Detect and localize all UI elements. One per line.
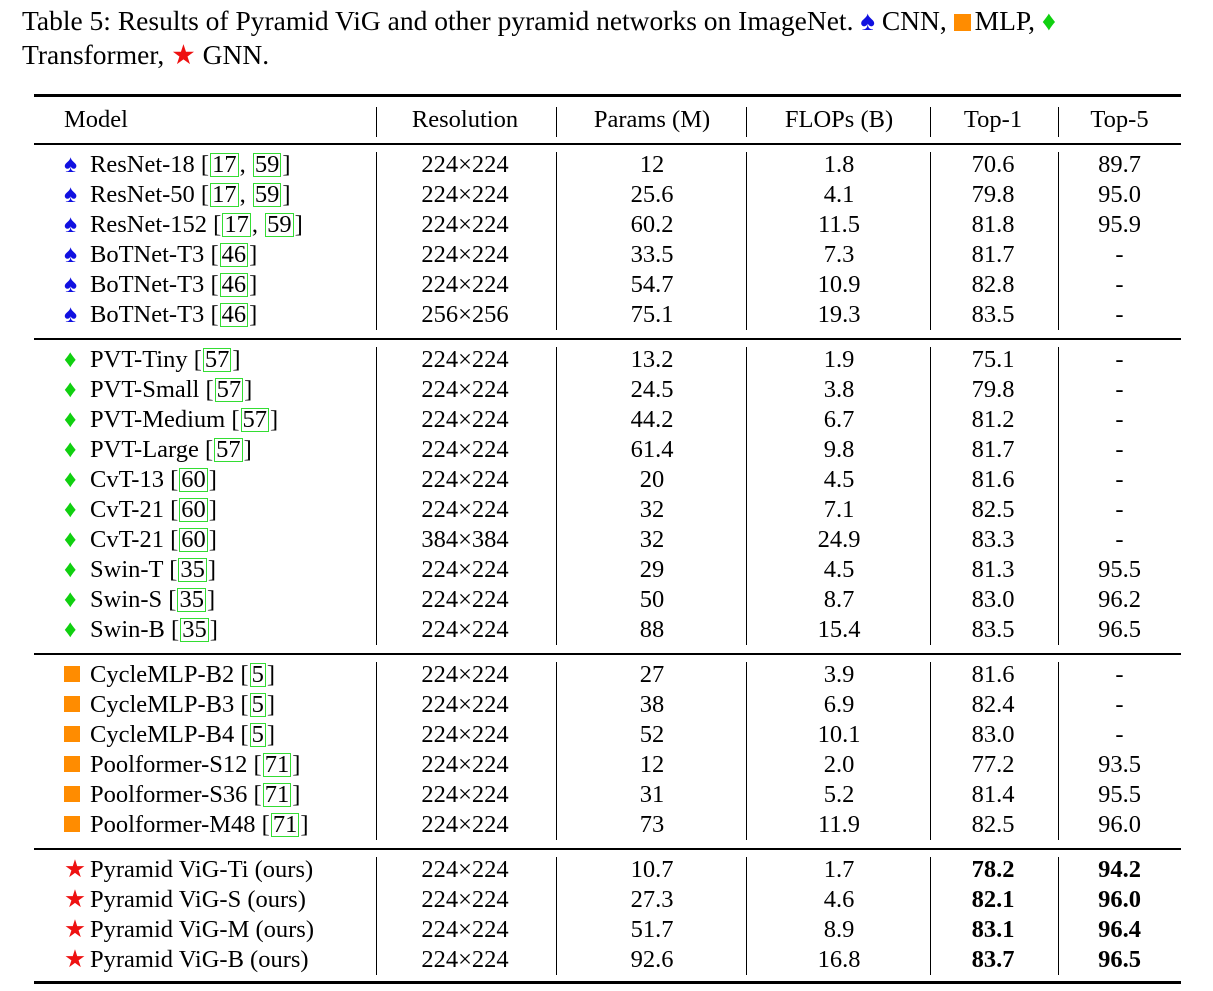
- cell-params: 52: [639, 721, 665, 748]
- table-bottom-rule: [34, 981, 1181, 984]
- model-name: Swin-T: [90, 556, 164, 583]
- citation-link[interactable]: 46: [221, 241, 247, 268]
- citation-link[interactable]: 46: [221, 271, 247, 298]
- cell-params: 29: [639, 556, 665, 583]
- cell-params: 27: [639, 661, 665, 688]
- table-row: [34, 465, 1181, 495]
- cell-model: ♦ CvT-21 [ 60 ]: [64, 496, 217, 523]
- diamond-icon: ♦: [64, 466, 77, 493]
- cell-top5: -: [1115, 241, 1124, 268]
- citation-link[interactable]: 5: [251, 721, 264, 748]
- table-row: [34, 810, 1181, 840]
- spade-icon: ♠: [64, 181, 78, 208]
- table-group-rule: [34, 143, 1181, 145]
- cell-params: 24.5: [630, 376, 674, 403]
- diamond-icon: ♦: [64, 406, 77, 433]
- cell-params: 50: [639, 586, 665, 613]
- caption-gnn-label: GNN.: [202, 39, 270, 70]
- model-name: Poolformer-S36: [90, 781, 248, 808]
- cell-params: 51.7: [630, 916, 674, 943]
- cell-top1: 81.7: [971, 436, 1015, 463]
- cell-flops: 1.8: [823, 151, 855, 178]
- citation-link[interactable]: 35: [179, 586, 204, 613]
- table-row: [34, 915, 1181, 945]
- diamond-icon: ♦: [64, 346, 77, 373]
- cell-resolution: 224×224: [421, 241, 509, 268]
- table-row: [34, 855, 1181, 885]
- table-row: [34, 750, 1181, 780]
- model-name: CycleMLP-B4: [90, 721, 235, 748]
- cell-flops: 3.9: [823, 661, 855, 688]
- cell-top1: 82.5: [971, 496, 1015, 523]
- citation-link[interactable]: 5: [251, 691, 264, 718]
- header-top5: Top-5: [1090, 106, 1149, 133]
- table-top-rule: [34, 94, 1181, 97]
- cell-top1: 83.5: [971, 616, 1015, 643]
- cell-params: 12: [639, 751, 665, 778]
- citation-link[interactable]: 17: [212, 151, 237, 178]
- cell-top1: 78.2: [971, 856, 1015, 883]
- cell-params: 32: [639, 526, 665, 553]
- caption-text: Table 5: Results of Pyramid ViG and other pyramid networks on ImageNet.: [22, 5, 854, 36]
- citation-link[interactable]: 57: [204, 346, 230, 373]
- header-separator: [746, 107, 747, 137]
- model-name: CycleMLP-B3: [90, 691, 235, 718]
- cell-resolution: 224×224: [421, 556, 509, 583]
- cell-flops: 4.6: [823, 886, 855, 913]
- header-params: Params (M): [593, 106, 711, 133]
- table-group-rule: [34, 653, 1181, 655]
- model-name: BoTNet-T3: [90, 301, 205, 328]
- cell-top5: 95.9: [1098, 211, 1141, 238]
- cell-top5: -: [1115, 721, 1124, 748]
- citation-link[interactable]: 35: [180, 556, 205, 583]
- cell-flops: 11.5: [818, 211, 860, 238]
- cell-top5: -: [1115, 301, 1124, 328]
- cell-model: ♦ Swin-B [ 35 ]: [64, 616, 218, 643]
- star-icon: ★: [64, 886, 86, 913]
- cell-model: ♦ PVT-Large [ 57 ]: [64, 436, 252, 463]
- cell-flops: 16.8: [817, 946, 861, 973]
- cell-top1: 81.6: [971, 466, 1015, 493]
- cell-resolution: 224×224: [421, 211, 509, 238]
- cell-resolution: 224×224: [421, 751, 509, 778]
- cell-params: 61.4: [630, 436, 674, 463]
- cell-flops: 7.3: [823, 241, 855, 268]
- table-header-row: [34, 105, 1181, 135]
- model-name: CvT-21: [90, 526, 164, 553]
- cell-params: 32: [639, 496, 665, 523]
- cell-flops: 4.5: [823, 466, 855, 493]
- cell-top5: 96.4: [1098, 916, 1141, 943]
- cell-model: ♦ PVT-Tiny [ 57 ]: [64, 346, 241, 373]
- citation-link[interactable]: 71: [264, 751, 290, 778]
- square-icon: [64, 720, 90, 750]
- cell-resolution: 224×224: [421, 781, 509, 808]
- table-row: [34, 945, 1181, 975]
- diamond-icon: ♦: [64, 616, 77, 643]
- cell-resolution: 224×224: [421, 916, 509, 943]
- cell-top5: -: [1115, 271, 1124, 298]
- cell-flops: 10.9: [817, 271, 861, 298]
- cell-top5: 93.5: [1098, 751, 1141, 778]
- cell-params: 75.1: [630, 301, 674, 328]
- cell-resolution: 224×224: [421, 151, 509, 178]
- diamond-icon: ♦: [64, 376, 77, 403]
- model-name: ResNet-152: [90, 211, 208, 238]
- cell-resolution: 224×224: [421, 856, 509, 883]
- cell-resolution: 224×224: [421, 721, 509, 748]
- table-group-rule: [34, 848, 1181, 850]
- cell-model: ♠ ResNet-18 [ 17 , 59 ]: [64, 151, 291, 178]
- cell-flops: 8.9: [823, 916, 855, 943]
- table-row: [34, 150, 1181, 180]
- citation-link[interactable]: 60: [181, 496, 206, 523]
- caption-line-2: [22, 38, 1207, 72]
- cell-params: 25.6: [630, 181, 674, 208]
- cell-flops: 24.9: [817, 526, 861, 553]
- model-name: Poolformer-S12: [90, 751, 248, 778]
- cell-top1: 81.2: [971, 406, 1015, 433]
- table-row: [34, 345, 1181, 375]
- cell-model: ♦ Swin-T [ 35 ]: [64, 556, 217, 583]
- header-top1: Top-1: [963, 106, 1023, 133]
- table-row: [34, 780, 1181, 810]
- table-group-rule: [34, 338, 1181, 340]
- cell-model: [64, 945, 309, 975]
- cell-params: 31: [639, 781, 665, 808]
- cell-params: 44.2: [630, 406, 674, 433]
- cell-model: CycleMLP-B2 [ 5 ]: [64, 660, 275, 690]
- model-name: ResNet-50: [90, 181, 195, 208]
- cell-top5: 96.0: [1098, 811, 1141, 838]
- model-name: CycleMLP-B2: [90, 661, 235, 688]
- caption-transformer-label: Transformer,: [22, 39, 165, 70]
- cell-model: ♠ BoTNet-T3 [ 46 ]: [64, 301, 258, 328]
- table-row: [34, 660, 1181, 690]
- cell-resolution: 256×256: [421, 301, 509, 328]
- table-row: [34, 300, 1181, 330]
- cell-model: Poolformer-M48 [ 71 ]: [64, 810, 309, 840]
- cell-flops: 6.9: [823, 691, 855, 718]
- cell-resolution: 224×224: [421, 346, 509, 373]
- cell-top5: 96.0: [1098, 886, 1141, 913]
- cell-resolution: 224×224: [421, 691, 509, 718]
- diamond-icon: ♦: [64, 496, 77, 523]
- cell-top1: 75.1: [971, 346, 1015, 373]
- cell-params: 12: [639, 151, 665, 178]
- cell-top5: -: [1115, 691, 1124, 718]
- model-name: Pyramid ViG-S (ours): [90, 886, 306, 913]
- cell-top1: 79.8: [971, 181, 1015, 208]
- square-icon: [64, 780, 90, 810]
- diamond-icon: ♦: [64, 526, 77, 553]
- diamond-icon: ♦: [64, 436, 77, 463]
- cell-resolution: 224×224: [421, 376, 509, 403]
- model-name: Swin-B: [90, 616, 165, 643]
- model-name: PVT-Small: [90, 376, 200, 403]
- cell-params: 27.3: [630, 886, 674, 913]
- cell-model: ♦ PVT-Medium [ 57 ]: [64, 406, 279, 433]
- cell-top1: 81.6: [971, 661, 1015, 688]
- cell-model: [64, 915, 314, 945]
- cell-top1: 82.4: [971, 691, 1015, 718]
- model-name: PVT-Large: [90, 436, 199, 463]
- cell-flops: 6.7: [823, 406, 855, 433]
- table-row: [34, 885, 1181, 915]
- cell-resolution: 384×384: [421, 526, 509, 553]
- cell-model: ♦ Swin-S [ 35 ]: [64, 586, 216, 613]
- caption-mlp-label: MLP,: [974, 5, 1035, 36]
- table-row: [34, 375, 1181, 405]
- citation-link[interactable]: 59: [254, 181, 280, 208]
- cell-params: 13.2: [630, 346, 674, 373]
- cell-top1: 83.0: [971, 586, 1015, 613]
- table-row: [34, 180, 1181, 210]
- diamond-icon: ♦: [1041, 5, 1056, 36]
- cell-top1: 83.3: [971, 526, 1015, 553]
- citation-link[interactable]: 17: [212, 181, 237, 208]
- header-separator: [930, 107, 931, 137]
- citation-link[interactable]: 71: [272, 811, 298, 838]
- cell-top1: 81.8: [971, 211, 1015, 238]
- star-icon: ★: [64, 856, 86, 883]
- cell-params: 38: [639, 691, 665, 718]
- cell-flops: 8.7: [823, 586, 855, 613]
- cell-top5: 95.0: [1098, 181, 1141, 208]
- model-name: BoTNet-T3: [90, 241, 205, 268]
- cell-model: ♠ ResNet-152 [ 17 , 59 ]: [64, 211, 303, 238]
- cell-model: ♦ CvT-21 [ 60 ]: [64, 526, 217, 553]
- citation-link[interactable]: 17: [224, 211, 249, 238]
- cell-resolution: 224×224: [421, 886, 509, 913]
- header-separator: [556, 107, 557, 137]
- cell-params: 10.7: [630, 856, 674, 883]
- cell-top1: 70.6: [971, 151, 1015, 178]
- spade-icon: ♠: [860, 5, 875, 36]
- cell-top5: 95.5: [1098, 556, 1141, 583]
- header-model: Model: [64, 106, 128, 133]
- header-separator: [1058, 107, 1059, 137]
- cell-flops: 2.0: [823, 751, 855, 778]
- cell-model: CycleMLP-B3 [ 5 ]: [64, 690, 275, 720]
- cell-flops: 4.1: [823, 181, 855, 208]
- cell-model: ♠ ResNet-50 [ 17 , 59 ]: [64, 181, 291, 208]
- cell-flops: 15.4: [817, 616, 861, 643]
- cell-top1: 77.2: [971, 751, 1015, 778]
- caption-cnn-label: CNN,: [881, 5, 947, 36]
- diamond-icon: ♦: [64, 586, 77, 613]
- cell-resolution: 224×224: [421, 436, 509, 463]
- cell-top1: 82.1: [971, 886, 1015, 913]
- citation-link[interactable]: 59: [254, 151, 280, 178]
- cell-flops: 5.2: [823, 781, 855, 808]
- citation-link[interactable]: 71: [264, 781, 290, 808]
- cell-model: CycleMLP-B4 [ 5 ]: [64, 720, 275, 750]
- spade-icon: ♠: [64, 211, 78, 238]
- citation-link[interactable]: 60: [181, 526, 206, 553]
- table-row: [34, 690, 1181, 720]
- cell-top1: 83.0: [971, 721, 1015, 748]
- cell-model: ♦ CvT-13 [ 60 ]: [64, 466, 217, 493]
- cell-top5: 89.7: [1098, 151, 1141, 178]
- cell-flops: 3.8: [823, 376, 855, 403]
- cell-top5: -: [1115, 496, 1124, 523]
- citation-link[interactable]: 46: [221, 301, 247, 328]
- cell-top1: 79.8: [971, 376, 1015, 403]
- model-name: Poolformer-M48: [90, 811, 256, 838]
- model-name: PVT-Medium: [90, 406, 226, 433]
- table-row: [34, 240, 1181, 270]
- cell-resolution: 224×224: [421, 946, 509, 973]
- cell-model: Poolformer-S12 [ 71 ]: [64, 750, 300, 780]
- table-row: [34, 720, 1181, 750]
- star-icon: ★: [64, 916, 86, 943]
- table-row: [34, 615, 1181, 645]
- table-row: [34, 405, 1181, 435]
- cell-top5: -: [1115, 526, 1124, 553]
- cell-top5: -: [1115, 661, 1124, 688]
- cell-flops: 1.7: [823, 856, 855, 883]
- table-caption: [22, 4, 1207, 72]
- cell-model: ♠ BoTNet-T3 [ 46 ]: [64, 241, 258, 268]
- cell-params: 20: [639, 466, 665, 493]
- cell-params: 88: [639, 616, 665, 643]
- caption-line-1: [22, 4, 1207, 38]
- cell-params: 33.5: [630, 241, 674, 268]
- cell-top5: 94.2: [1098, 856, 1141, 883]
- star-icon: ★: [171, 39, 196, 70]
- cell-top5: -: [1115, 436, 1124, 463]
- cell-top5: 96.5: [1098, 616, 1141, 643]
- citation-link[interactable]: 57: [216, 376, 242, 403]
- cell-top1: 81.7: [971, 241, 1015, 268]
- cell-flops: 9.8: [823, 436, 855, 463]
- cell-top5: 96.5: [1098, 946, 1141, 973]
- citation-link[interactable]: 57: [216, 436, 241, 463]
- cell-top1: 82.8: [971, 271, 1015, 298]
- cell-resolution: 224×224: [421, 811, 509, 838]
- cell-top5: -: [1115, 466, 1124, 493]
- citation-link[interactable]: 60: [181, 466, 206, 493]
- model-name: Pyramid ViG-M (ours): [90, 916, 315, 943]
- model-name: CvT-13: [90, 466, 164, 493]
- model-name: CvT-21: [90, 496, 164, 523]
- cell-model: Poolformer-S36 [ 71 ]: [64, 780, 300, 810]
- cell-flops: 7.1: [823, 496, 855, 523]
- cell-resolution: 224×224: [421, 496, 509, 523]
- model-name: Pyramid ViG-B (ours): [90, 946, 309, 973]
- cell-params: 54.7: [630, 271, 674, 298]
- header-separator: [376, 107, 377, 137]
- spade-icon: ♠: [64, 301, 78, 328]
- table-row: [34, 495, 1181, 525]
- square-icon: [954, 14, 971, 31]
- model-name: Pyramid ViG-Ti (ours): [90, 856, 314, 883]
- citation-link[interactable]: 35: [182, 616, 207, 643]
- cell-model: ♦ PVT-Small [ 57 ]: [64, 376, 253, 403]
- spade-icon: ♠: [64, 271, 78, 298]
- cell-top5: -: [1115, 376, 1124, 403]
- table-row: [34, 525, 1181, 555]
- model-name: ResNet-18: [90, 151, 195, 178]
- cell-resolution: 224×224: [421, 616, 509, 643]
- cell-resolution: 224×224: [421, 586, 509, 613]
- cell-params: 60.2: [630, 211, 674, 238]
- cell-params: 92.6: [630, 946, 674, 973]
- cell-top5: -: [1115, 406, 1124, 433]
- square-icon: [64, 810, 90, 840]
- citation-link[interactable]: 57: [242, 406, 268, 433]
- cell-resolution: 224×224: [421, 271, 509, 298]
- cell-model: [64, 885, 306, 915]
- header-resolution: Resolution: [411, 106, 519, 133]
- cell-flops: 1.9: [823, 346, 855, 373]
- cell-params: 73: [639, 811, 665, 838]
- cell-top1: 83.1: [971, 916, 1015, 943]
- citation-link[interactable]: 59: [267, 211, 292, 238]
- cell-top1: 83.5: [971, 301, 1015, 328]
- header-flops: FLOPs (B): [784, 106, 894, 133]
- cell-flops: 4.5: [823, 556, 855, 583]
- table-row: [34, 210, 1181, 240]
- cell-resolution: 224×224: [421, 406, 509, 433]
- cell-model: ♠ BoTNet-T3 [ 46 ]: [64, 271, 258, 298]
- model-name: Swin-S: [90, 586, 163, 613]
- cell-resolution: 224×224: [421, 181, 509, 208]
- table-row: [34, 585, 1181, 615]
- cell-top5: 95.5: [1098, 781, 1141, 808]
- square-icon: [64, 750, 90, 780]
- square-icon: [64, 690, 90, 720]
- table-row: [34, 435, 1181, 465]
- cell-top5: -: [1115, 346, 1124, 373]
- citation-link[interactable]: 5: [251, 661, 264, 688]
- cell-resolution: 224×224: [421, 466, 509, 493]
- cell-flops: 10.1: [817, 721, 861, 748]
- cell-top5: 96.2: [1098, 586, 1141, 613]
- cell-flops: 11.9: [818, 811, 860, 838]
- cell-resolution: 224×224: [421, 661, 509, 688]
- square-icon: [64, 660, 90, 690]
- cell-top1: 81.3: [971, 556, 1015, 583]
- cell-top1: 81.4: [971, 781, 1015, 808]
- cell-model: [64, 855, 313, 885]
- table-row: [34, 270, 1181, 300]
- cell-top1: 82.5: [971, 811, 1015, 838]
- spade-icon: ♠: [64, 151, 78, 178]
- diamond-icon: ♦: [64, 556, 77, 583]
- table-row: [34, 555, 1181, 585]
- star-icon: ★: [64, 946, 86, 973]
- cell-top1: 83.7: [971, 946, 1015, 973]
- model-name: PVT-Tiny: [90, 346, 188, 373]
- model-name: BoTNet-T3: [90, 271, 205, 298]
- cell-flops: 19.3: [817, 301, 861, 328]
- spade-icon: ♠: [64, 241, 78, 268]
